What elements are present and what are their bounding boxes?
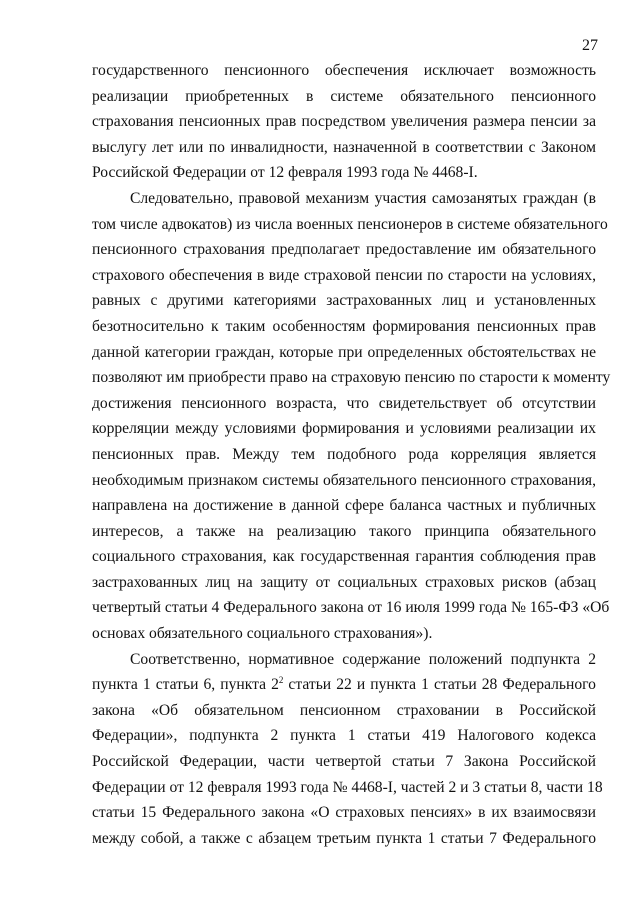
paragraph-2 [92, 186, 611, 647]
text-line: Федерации», подпункта 2 пункта 1 статьи 419 Налогового кодекса [92, 727, 596, 745]
text-line: застрахованных лиц на защиту от социальных страховых рисков (абзац [92, 573, 596, 591]
text-line: Российской Федерации от 12 февраля 1993 года № 4468-I. [92, 164, 478, 182]
superscript: 2 [278, 675, 284, 686]
text-line: направлена на достижение в данной сфере баланса частных и публичных [92, 497, 596, 515]
text-line: равных с другими категориями застрахованных лиц и установленных [92, 292, 596, 310]
text-line: Федерации от 12 февраля 1993 года № 4468-I, частей 2 и 3 статьи 8, части 18 [92, 778, 603, 796]
text-line: государственного пенсионного обеспечения исключает возможность [92, 62, 596, 79]
text-segment: пункта 1 статьи 6, пункта 2 [92, 676, 279, 694]
text-line: необходимым признаком системы обязательного пенсионного страхования, [92, 471, 596, 489]
page-number: 27 [582, 37, 598, 54]
text-line: пенсионных прав. Между тем подобного рода корреляция является [92, 445, 596, 463]
text-line: выслугу лет или по инвалидности, назначенной в соответствии с Законом [92, 138, 596, 156]
text-line: закона «Об обязательном пенсионном страховании в Российской [92, 701, 596, 719]
text-line-with-superscript [92, 672, 596, 698]
text-segment: статьи 22 и пункта 1 статьи 28 Федерального [283, 676, 596, 694]
paragraph-3 [92, 647, 603, 852]
paragraph-1 [92, 58, 596, 186]
text-line: Следовательно, правовой механизм участия самозанятых граждан (в [130, 189, 596, 207]
text-line: страхового обеспечения в виде страховой пенсии по старости на условиях, [92, 266, 596, 284]
text-line: четвертый статьи 4 Федерального закона от 16 июля 1999 года № 165-ФЗ «Об [92, 599, 610, 617]
text-line: реализации приобретенных в системе обязательного пенсионного [92, 87, 596, 105]
text-line: статьи 15 Федерального закона «О страховых пенсиях» в их взаимосвязи [92, 804, 596, 822]
text-line: интересов, а также на реализацию такого принципа обязательного [92, 522, 596, 540]
text-line: между собой, а также с абзацем третьим пункта 1 статьи 7 Федерального [92, 829, 596, 847]
text-line: основах обязательного социального страхования»). [92, 625, 433, 643]
text-line: Российской Федерации, части четвертой статьи 7 Закона Российской [92, 753, 596, 771]
text-line: том числе адвокатов) из числа военных пенсионеров в системе обязательного [92, 215, 608, 233]
text-line: достижения пенсионного возраста, что свидетельствует об отсутствии [92, 394, 596, 412]
text-line: данной категории граждан, которые при определенных обстоятельствах не [92, 343, 596, 361]
body-text [92, 58, 611, 851]
text-line: страхования пенсионных прав посредством увеличения размера пенсии за [92, 113, 596, 131]
text-line: Соответственно, нормативное содержание положений подпункта 2 [130, 650, 596, 668]
text-line: социального страхования, как государственная гарантия соблюдения прав [92, 548, 596, 566]
text-line: позволяют им приобрести право на страховую пенсию по старости к моменту [92, 369, 611, 387]
text-line: корреляции между условиями формирования и условиями реализации их [92, 420, 596, 438]
text-line: пенсионного страхования предполагает предоставление им обязательного [92, 241, 596, 259]
text-line: безотносительно к таким особенностям формирования пенсионных прав [92, 317, 596, 335]
